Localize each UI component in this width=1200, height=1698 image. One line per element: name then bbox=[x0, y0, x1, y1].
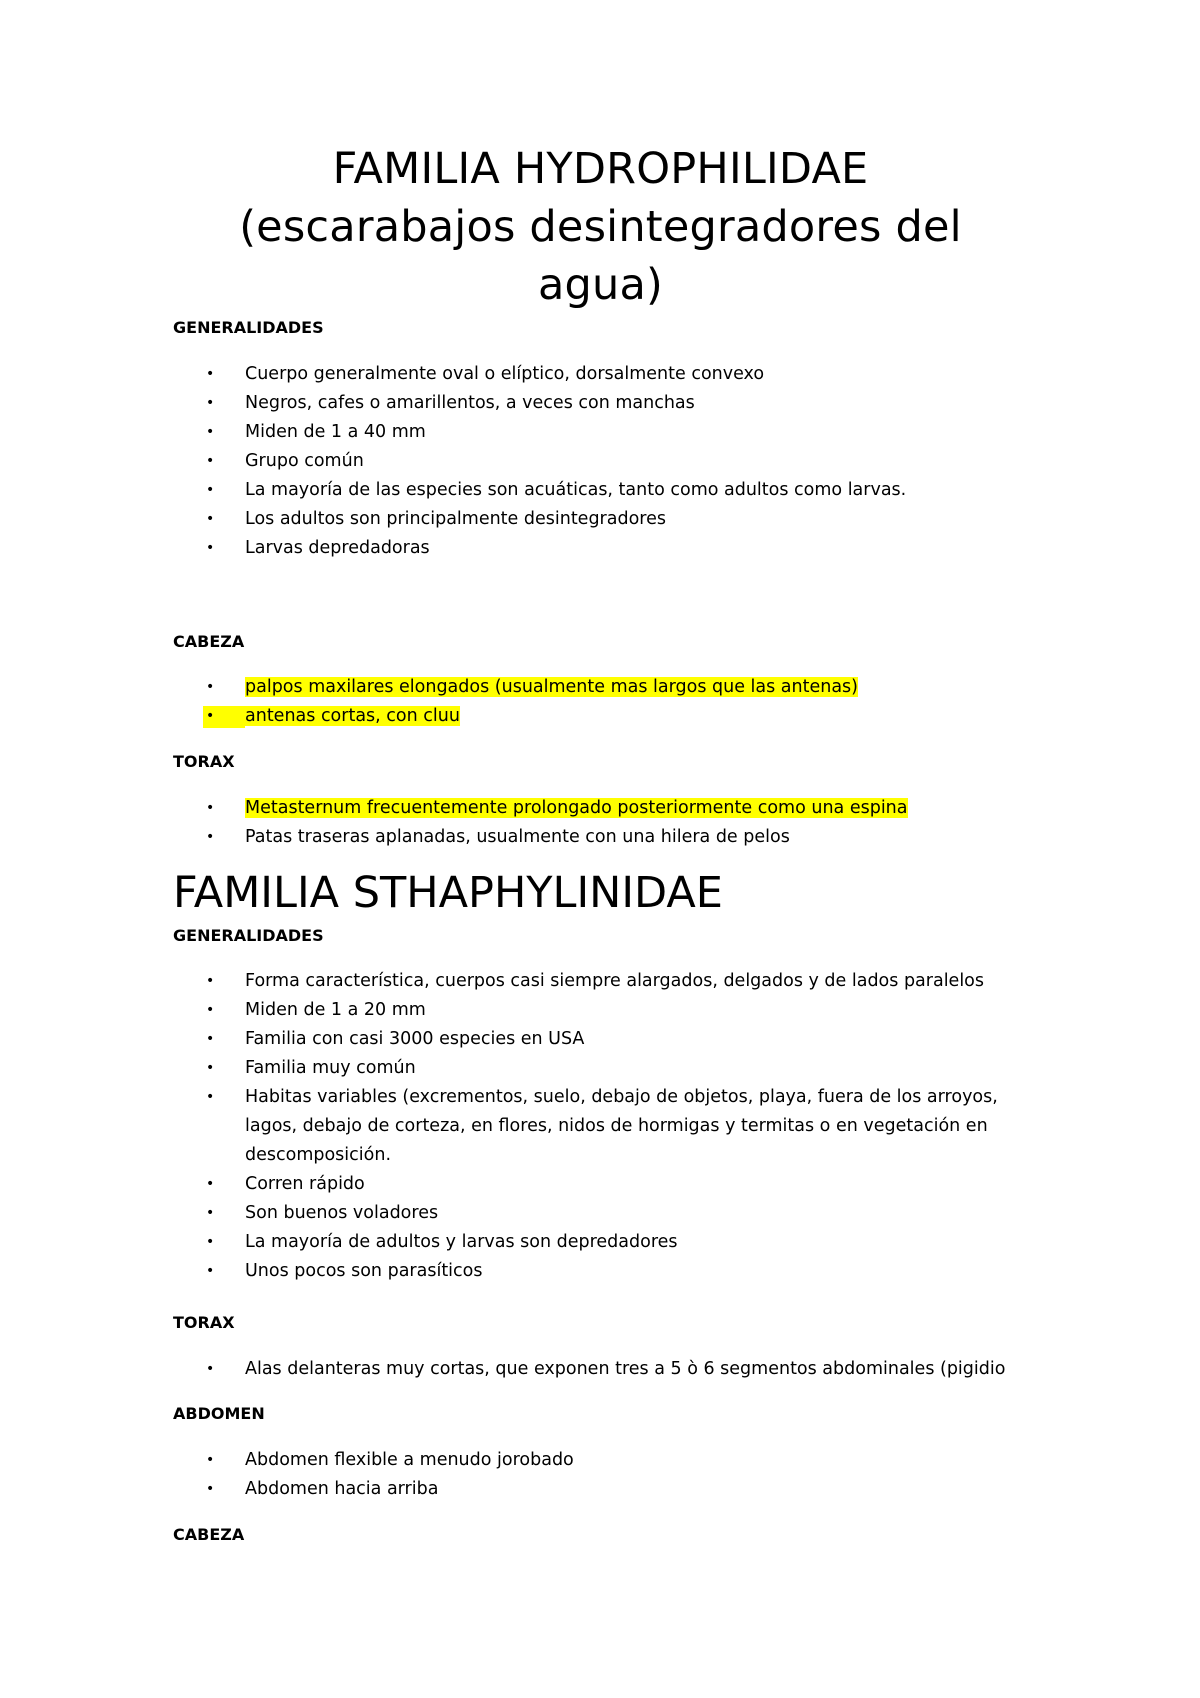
list-item: • La mayoría de adultos y larvas son depredadores bbox=[173, 1228, 1053, 1257]
bullet-icon: • bbox=[206, 1089, 215, 1105]
bullet-icon: • bbox=[206, 1031, 215, 1047]
list-item-highlighted bbox=[173, 673, 1053, 702]
staph-generalidades-list bbox=[173, 967, 1053, 1286]
list-item-highlighted bbox=[173, 702, 1053, 731]
list-item: • Negros, cafes o amarillentos, a veces con manchas bbox=[173, 389, 1053, 418]
list-item: • La mayoría de las especies son acuáticas, tanto como adultos como larvas. bbox=[173, 476, 1053, 505]
list-item: • Abdomen flexible a menudo jorobado bbox=[173, 1446, 1053, 1475]
bullet-icon: • bbox=[206, 679, 215, 695]
staph-abdomen-list bbox=[173, 1446, 1053, 1504]
bullet-icon: • bbox=[206, 1234, 215, 1250]
bullet-icon: • bbox=[206, 800, 215, 816]
page-title bbox=[173, 140, 1028, 314]
hydro-torax-list bbox=[173, 794, 1053, 852]
list-item: • Abdomen hacia arriba bbox=[173, 1475, 1053, 1504]
highlighted-text: antenas cortas, con cluu bbox=[245, 706, 460, 726]
list-item-highlighted bbox=[173, 794, 1053, 823]
list-item: • Habitas variables (excrementos, suelo, debajo de objetos, playa, fuera de los arroyos, lagos, debajo de corteza, en flores, nidos de hormigas y termitas o en vegetación en descomposición. bbox=[173, 1083, 1053, 1170]
list-item: • Cuerpo generalmente oval o elíptico, dorsalmente convexo bbox=[173, 360, 1053, 389]
hydro-cabeza-list bbox=[173, 673, 1053, 731]
section-label-cabeza-2: CABEZA bbox=[173, 1525, 245, 1544]
list-item: • Miden de 1 a 20 mm bbox=[173, 996, 1053, 1025]
staph-torax-list bbox=[173, 1355, 1053, 1384]
section-label-abdomen: ABDOMEN bbox=[173, 1404, 265, 1423]
bullet-icon: • bbox=[206, 1452, 215, 1468]
title-line-3: agua) bbox=[537, 260, 664, 310]
section-label-generalidades: GENERALIDADES bbox=[173, 318, 324, 337]
bullet-icon: • bbox=[206, 1361, 215, 1377]
list-item: • Familia con casi 3000 especies en USA bbox=[173, 1025, 1053, 1054]
bullet-icon: • bbox=[206, 1263, 215, 1279]
title-line-1: FAMILIA HYDROPHILIDAE bbox=[332, 144, 869, 194]
highlighted-text: palpos maxilares elongados (usualmente mas largos que las antenas) bbox=[245, 677, 859, 697]
bullet-icon: • bbox=[206, 1481, 215, 1497]
bullet-icon: • bbox=[206, 708, 215, 724]
bullet-icon: • bbox=[206, 540, 215, 556]
bullet-icon: • bbox=[206, 1060, 215, 1076]
bullet-icon: • bbox=[206, 1176, 215, 1192]
title-line-2: (escarabajos desintegradores del bbox=[239, 202, 962, 252]
list-item: • Miden de 1 a 40 mm bbox=[173, 418, 1053, 447]
section-label-generalidades-2: GENERALIDADES bbox=[173, 926, 324, 945]
list-item: • Corren rápido bbox=[173, 1170, 1053, 1199]
bullet-icon: • bbox=[206, 1205, 215, 1221]
list-item: • Los adultos son principalmente desintegradores bbox=[173, 505, 1053, 534]
section-label-torax-2: TORAX bbox=[173, 1313, 235, 1332]
list-item: • Larvas depredadoras bbox=[173, 534, 1053, 563]
hydro-generalidades-list bbox=[173, 360, 1053, 563]
bullet-icon: • bbox=[206, 973, 215, 989]
bullet-icon: • bbox=[206, 395, 215, 411]
bullet-icon: • bbox=[206, 1002, 215, 1018]
list-item: • Alas delanteras muy cortas, que exponen tres a 5 ò 6 segmentos abdominales (pigidio bbox=[173, 1355, 1053, 1384]
highlighted-text: Metasternum frecuentemente prolongado posteriormente como una espina bbox=[245, 798, 908, 818]
list-item: • Grupo común bbox=[173, 447, 1053, 476]
bullet-icon: • bbox=[206, 366, 215, 382]
bullet-icon: • bbox=[206, 829, 215, 845]
list-item: • Forma característica, cuerpos casi siempre alargados, delgados y de lados paralelos bbox=[173, 967, 1053, 996]
section-heading-staphylinidae: FAMILIA STHAPHYLINIDAE bbox=[173, 868, 723, 918]
list-item: • Unos pocos son parasíticos bbox=[173, 1257, 1053, 1286]
bullet-icon: • bbox=[206, 511, 215, 527]
section-label-cabeza: CABEZA bbox=[173, 632, 245, 651]
list-item: • Familia muy común bbox=[173, 1054, 1053, 1083]
section-label-torax: TORAX bbox=[173, 752, 235, 771]
bullet-icon: • bbox=[206, 482, 215, 498]
list-item: • Patas traseras aplanadas, usualmente con una hilera de pelos bbox=[173, 823, 1053, 852]
bullet-icon: • bbox=[206, 453, 215, 469]
bullet-icon: • bbox=[206, 424, 215, 440]
list-item: • Son buenos voladores bbox=[173, 1199, 1053, 1228]
